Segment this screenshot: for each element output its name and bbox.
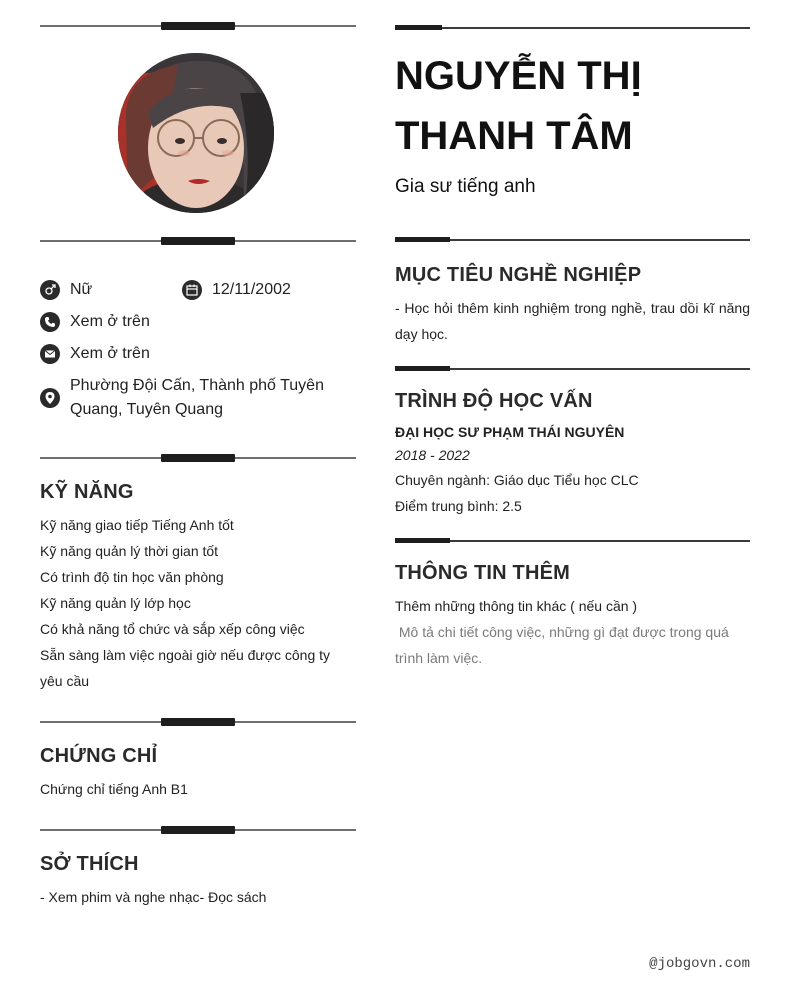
candidate-name [395,46,642,166]
phone-icon [40,312,60,332]
skills-list [40,512,356,694]
certificates-title: CHỨNG CHỈ [40,745,158,767]
education-title: TRÌNH ĐỘ HỌC VẤN [395,390,593,412]
gender-value: Nữ [70,281,93,298]
education-major: Chuyên ngành: Giáo dục Tiểu học CLC [395,472,639,488]
additional-line-2: Mô tả chi tiết công việc, những gì đạt được trong quá trình làm việc. [395,624,733,666]
job-title: Gia sư tiếng anh [395,176,536,197]
divider-hobbies [40,829,356,831]
divider-additional [395,540,750,542]
hobbies-title: SỞ THÍCH [40,853,139,875]
calendar-icon [182,280,202,300]
divider-top-left [40,25,356,27]
divider-profile [40,240,356,242]
address-value: Phường Đội Cấn, Thành phố Tuyên Quang, Tuyên Quang [70,377,324,418]
objective-text: - Học hỏi thêm kinh nghiệm trong nghề, trau dồi kĩ năng dạy học. [395,300,750,342]
profile-photo [118,53,274,213]
skills-title: KỸ NĂNG [40,481,134,503]
divider-skills [40,457,356,459]
phone-value: Xem ở trên [70,313,150,330]
skill-item: Kỹ năng quản lý thời gian tốt [40,543,219,559]
divider-education [395,368,750,370]
divider-objective [395,239,750,241]
skill-item: Kỹ năng giao tiếp Tiếng Anh tốt [40,517,234,533]
watermark: @jobgovn.com [649,956,750,972]
location-icon [40,388,60,408]
email-value: Xem ở trên [70,345,150,362]
name-line-1: NGUYỄN THỊ [395,54,642,98]
additional-line-1: Thêm những thông tin khác ( nếu cần ) [395,598,638,614]
skill-item: Có khả năng tổ chức và sắp xếp công việc [40,621,305,637]
objective-title: MỤC TIÊU NGHỀ NGHIỆP [395,264,642,286]
name-line-2: THANH TÂM [395,114,633,158]
divider-top-right [395,27,750,29]
gender-icon [40,280,60,300]
divider-certificates [40,721,356,723]
certificates-text: Chứng chỉ tiếng Anh B1 [40,781,188,797]
skill-item: Kỹ năng quản lý lớp học [40,595,191,611]
birthdate-value: 12/11/2002 [212,281,291,298]
email-icon [40,344,60,364]
additional-title: THÔNG TIN THÊM [395,562,571,584]
skill-item: Sẵn sàng làm việc ngoài giờ nếu được công ty yêu cầu [40,647,331,689]
skill-item: Có trình độ tin học văn phòng [40,569,224,585]
hobbies-text: - Xem phim và nghe nhạc- Đọc sách [40,889,267,905]
education-school: ĐẠI HỌC SƯ PHẠM THÁI NGUYÊN [395,424,625,440]
education-gpa: Điểm trung bình: 2.5 [395,498,522,514]
education-period: 2018 - 2022 [395,447,470,463]
